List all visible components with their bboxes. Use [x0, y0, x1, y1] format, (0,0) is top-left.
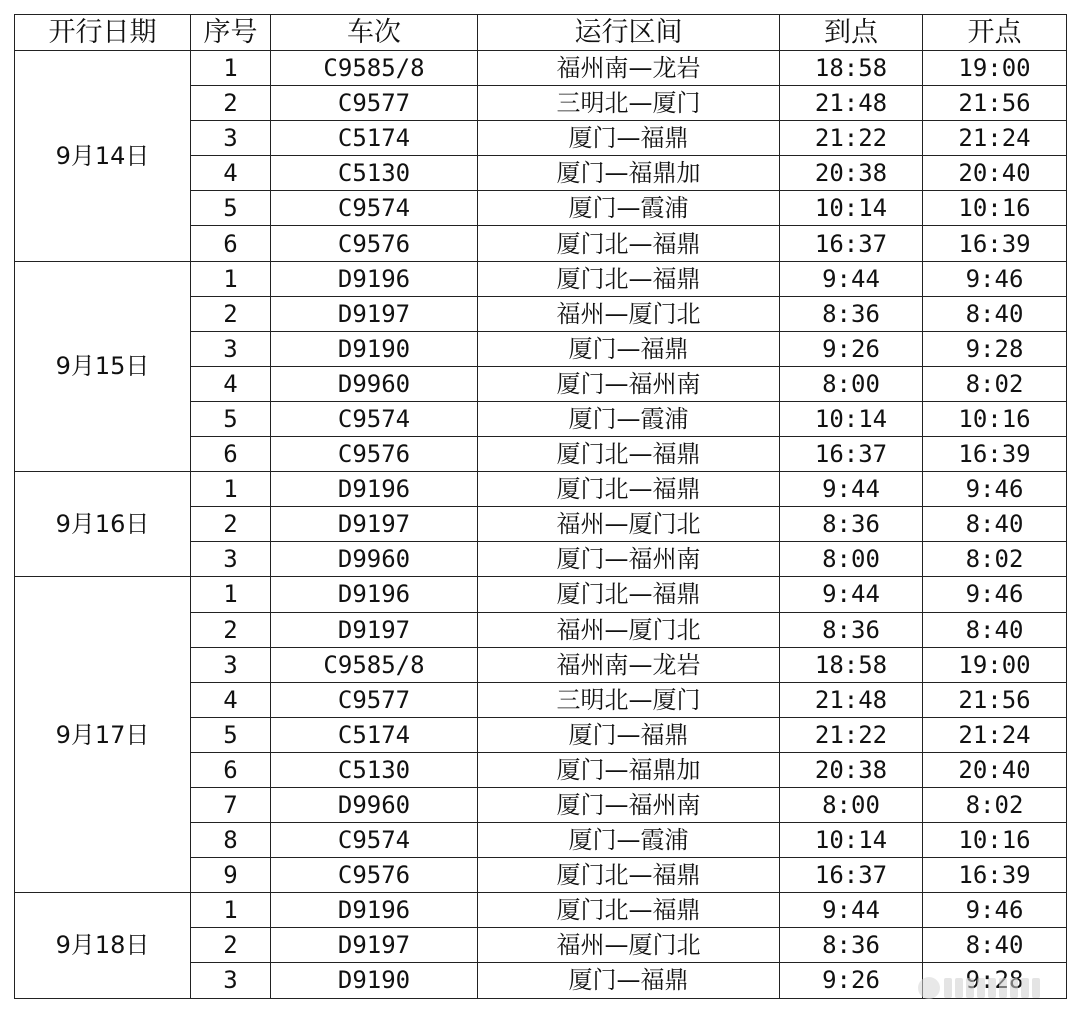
arrive-time-cell: 8:36 — [780, 507, 923, 542]
date-cell: 9月18日 — [15, 893, 191, 998]
arrive-time-cell: 9:44 — [780, 261, 923, 296]
train-number-cell: C9585/8 — [271, 647, 478, 682]
train-number-cell: C9585/8 — [271, 51, 478, 86]
route-cell: 厦门—福鼎 — [478, 331, 780, 366]
train-number-cell: D9196 — [271, 577, 478, 612]
seq-cell: 6 — [191, 437, 271, 472]
arrive-time-cell: 16:37 — [780, 437, 923, 472]
seq-cell: 2 — [191, 296, 271, 331]
depart-time-cell: 21:24 — [923, 717, 1067, 752]
train-number-cell: C5174 — [271, 121, 478, 156]
depart-time-cell: 9:46 — [923, 261, 1067, 296]
seq-cell: 2 — [191, 612, 271, 647]
train-number-cell: D9960 — [271, 787, 478, 822]
route-cell: 厦门—福鼎 — [478, 963, 780, 998]
seq-cell: 4 — [191, 366, 271, 401]
depart-time-cell: 8:02 — [923, 542, 1067, 577]
route-cell: 厦门北—福鼎 — [478, 437, 780, 472]
date-cell: 9月17日 — [15, 577, 191, 893]
train-number-cell: D9197 — [271, 612, 478, 647]
train-number-cell: D9196 — [271, 261, 478, 296]
route-cell: 福州—厦门北 — [478, 928, 780, 963]
depart-time-cell: 16:39 — [923, 858, 1067, 893]
route-cell: 厦门—福州南 — [478, 366, 780, 401]
watermark-logo — [918, 975, 1068, 1001]
depart-time-cell: 19:00 — [923, 51, 1067, 86]
train-number-cell: C5130 — [271, 752, 478, 787]
depart-time-cell: 19:00 — [923, 647, 1067, 682]
route-cell: 厦门北—福鼎 — [478, 261, 780, 296]
route-cell: 厦门北—福鼎 — [478, 893, 780, 928]
header-row — [15, 15, 1067, 51]
depart-time-cell: 8:40 — [923, 296, 1067, 331]
depart-time-cell: 16:39 — [923, 226, 1067, 261]
arrive-time-cell: 8:36 — [780, 612, 923, 647]
table-row — [15, 577, 1067, 612]
arrive-time-cell: 9:26 — [780, 331, 923, 366]
route-cell: 厦门—福鼎 — [478, 121, 780, 156]
route-cell: 厦门—福州南 — [478, 542, 780, 577]
train-number-cell: C9576 — [271, 858, 478, 893]
table-body — [15, 51, 1067, 999]
depart-time-cell: 21:56 — [923, 682, 1067, 717]
arrive-time-cell: 18:58 — [780, 647, 923, 682]
route-cell: 厦门—霞浦 — [478, 401, 780, 436]
route-cell: 福州—厦门北 — [478, 296, 780, 331]
depart-time-cell: 8:40 — [923, 507, 1067, 542]
header-depart: 开点 — [923, 15, 1067, 51]
arrive-time-cell: 8:00 — [780, 787, 923, 822]
arrive-time-cell: 16:37 — [780, 226, 923, 261]
arrive-time-cell: 8:36 — [780, 296, 923, 331]
route-cell: 福州南—龙岩 — [478, 647, 780, 682]
depart-time-cell: 8:40 — [923, 928, 1067, 963]
depart-time-cell: 21:24 — [923, 121, 1067, 156]
train-number-cell: C9577 — [271, 86, 478, 121]
train-number-cell: C5174 — [271, 717, 478, 752]
train-number-cell: D9190 — [271, 331, 478, 366]
seq-cell: 1 — [191, 472, 271, 507]
train-number-cell: D9960 — [271, 366, 478, 401]
table-row — [15, 893, 1067, 928]
header-seq: 序号 — [191, 15, 271, 51]
watermark-bars-icon — [944, 978, 1040, 998]
seq-cell: 6 — [191, 226, 271, 261]
date-cell: 9月15日 — [15, 261, 191, 472]
depart-time-cell: 10:16 — [923, 823, 1067, 858]
depart-time-cell: 9:46 — [923, 577, 1067, 612]
arrive-time-cell: 21:48 — [780, 86, 923, 121]
seq-cell: 3 — [191, 121, 271, 156]
train-number-cell: D9197 — [271, 928, 478, 963]
depart-time-cell: 9:28 — [923, 331, 1067, 366]
seq-cell: 2 — [191, 928, 271, 963]
seq-cell: 3 — [191, 647, 271, 682]
header-train: 车次 — [271, 15, 478, 51]
train-number-cell: C9574 — [271, 191, 478, 226]
arrive-time-cell: 9:44 — [780, 472, 923, 507]
arrive-time-cell: 16:37 — [780, 858, 923, 893]
arrive-time-cell: 10:14 — [780, 401, 923, 436]
depart-time-cell: 20:40 — [923, 752, 1067, 787]
arrive-time-cell: 9:44 — [780, 577, 923, 612]
header-date: 开行日期 — [15, 15, 191, 51]
depart-time-cell: 10:16 — [923, 191, 1067, 226]
seq-cell: 5 — [191, 191, 271, 226]
route-cell: 厦门北—福鼎 — [478, 577, 780, 612]
route-cell: 福州南—龙岩 — [478, 51, 780, 86]
arrive-time-cell: 21:22 — [780, 717, 923, 752]
train-number-cell: C9577 — [271, 682, 478, 717]
arrive-time-cell: 21:48 — [780, 682, 923, 717]
arrive-time-cell: 20:38 — [780, 156, 923, 191]
header-route: 运行区间 — [478, 15, 780, 51]
arrive-time-cell: 8:36 — [780, 928, 923, 963]
seq-cell: 9 — [191, 858, 271, 893]
train-number-cell: C9574 — [271, 401, 478, 436]
seq-cell: 7 — [191, 787, 271, 822]
route-cell: 厦门—福州南 — [478, 787, 780, 822]
route-cell: 厦门—福鼎加 — [478, 156, 780, 191]
train-schedule-table — [14, 14, 1067, 999]
seq-cell: 5 — [191, 401, 271, 436]
arrive-time-cell: 9:26 — [780, 963, 923, 998]
seq-cell: 5 — [191, 717, 271, 752]
depart-time-cell: 20:40 — [923, 156, 1067, 191]
seq-cell: 1 — [191, 893, 271, 928]
train-number-cell: C9576 — [271, 226, 478, 261]
seq-cell: 8 — [191, 823, 271, 858]
seq-cell: 2 — [191, 86, 271, 121]
table-row — [15, 472, 1067, 507]
route-cell: 三明北—厦门 — [478, 682, 780, 717]
arrive-time-cell: 21:22 — [780, 121, 923, 156]
depart-time-cell: 10:16 — [923, 401, 1067, 436]
route-cell: 厦门北—福鼎 — [478, 226, 780, 261]
depart-time-cell: 8:40 — [923, 612, 1067, 647]
train-number-cell: C9576 — [271, 437, 478, 472]
train-number-cell: D9197 — [271, 296, 478, 331]
seq-cell: 2 — [191, 507, 271, 542]
train-number-cell: D9960 — [271, 542, 478, 577]
table-row — [15, 51, 1067, 86]
route-cell: 厦门—霞浦 — [478, 823, 780, 858]
header-arrive: 到点 — [780, 15, 923, 51]
route-cell: 厦门—福鼎 — [478, 717, 780, 752]
table-header — [15, 15, 1067, 51]
seq-cell: 4 — [191, 682, 271, 717]
seq-cell: 3 — [191, 542, 271, 577]
seq-cell: 1 — [191, 51, 271, 86]
depart-time-cell: 9:46 — [923, 893, 1067, 928]
route-cell: 福州—厦门北 — [478, 507, 780, 542]
seq-cell: 6 — [191, 752, 271, 787]
train-number-cell: D9190 — [271, 963, 478, 998]
arrive-time-cell: 8:00 — [780, 366, 923, 401]
depart-time-cell: 9:46 — [923, 472, 1067, 507]
table-row — [15, 261, 1067, 296]
depart-time-cell: 16:39 — [923, 437, 1067, 472]
train-number-cell: C9574 — [271, 823, 478, 858]
arrive-time-cell: 10:14 — [780, 191, 923, 226]
watermark-dot-icon — [918, 977, 940, 999]
seq-cell: 4 — [191, 156, 271, 191]
date-cell: 9月16日 — [15, 472, 191, 577]
arrive-time-cell: 8:00 — [780, 542, 923, 577]
route-cell: 三明北—厦门 — [478, 86, 780, 121]
arrive-time-cell: 9:44 — [780, 893, 923, 928]
route-cell: 厦门—福鼎加 — [478, 752, 780, 787]
route-cell: 福州—厦门北 — [478, 612, 780, 647]
depart-time-cell: 8:02 — [923, 366, 1067, 401]
date-cell: 9月14日 — [15, 51, 191, 262]
route-cell: 厦门北—福鼎 — [478, 858, 780, 893]
train-number-cell: D9196 — [271, 893, 478, 928]
seq-cell: 1 — [191, 261, 271, 296]
arrive-time-cell: 10:14 — [780, 823, 923, 858]
train-number-cell: D9196 — [271, 472, 478, 507]
depart-time-cell: 21:56 — [923, 86, 1067, 121]
seq-cell: 1 — [191, 577, 271, 612]
route-cell: 厦门北—福鼎 — [478, 472, 780, 507]
arrive-time-cell: 20:38 — [780, 752, 923, 787]
seq-cell: 3 — [191, 963, 271, 998]
seq-cell: 3 — [191, 331, 271, 366]
route-cell: 厦门—霞浦 — [478, 191, 780, 226]
depart-time-cell: 8:02 — [923, 787, 1067, 822]
arrive-time-cell: 18:58 — [780, 51, 923, 86]
train-number-cell: C5130 — [271, 156, 478, 191]
train-number-cell: D9197 — [271, 507, 478, 542]
